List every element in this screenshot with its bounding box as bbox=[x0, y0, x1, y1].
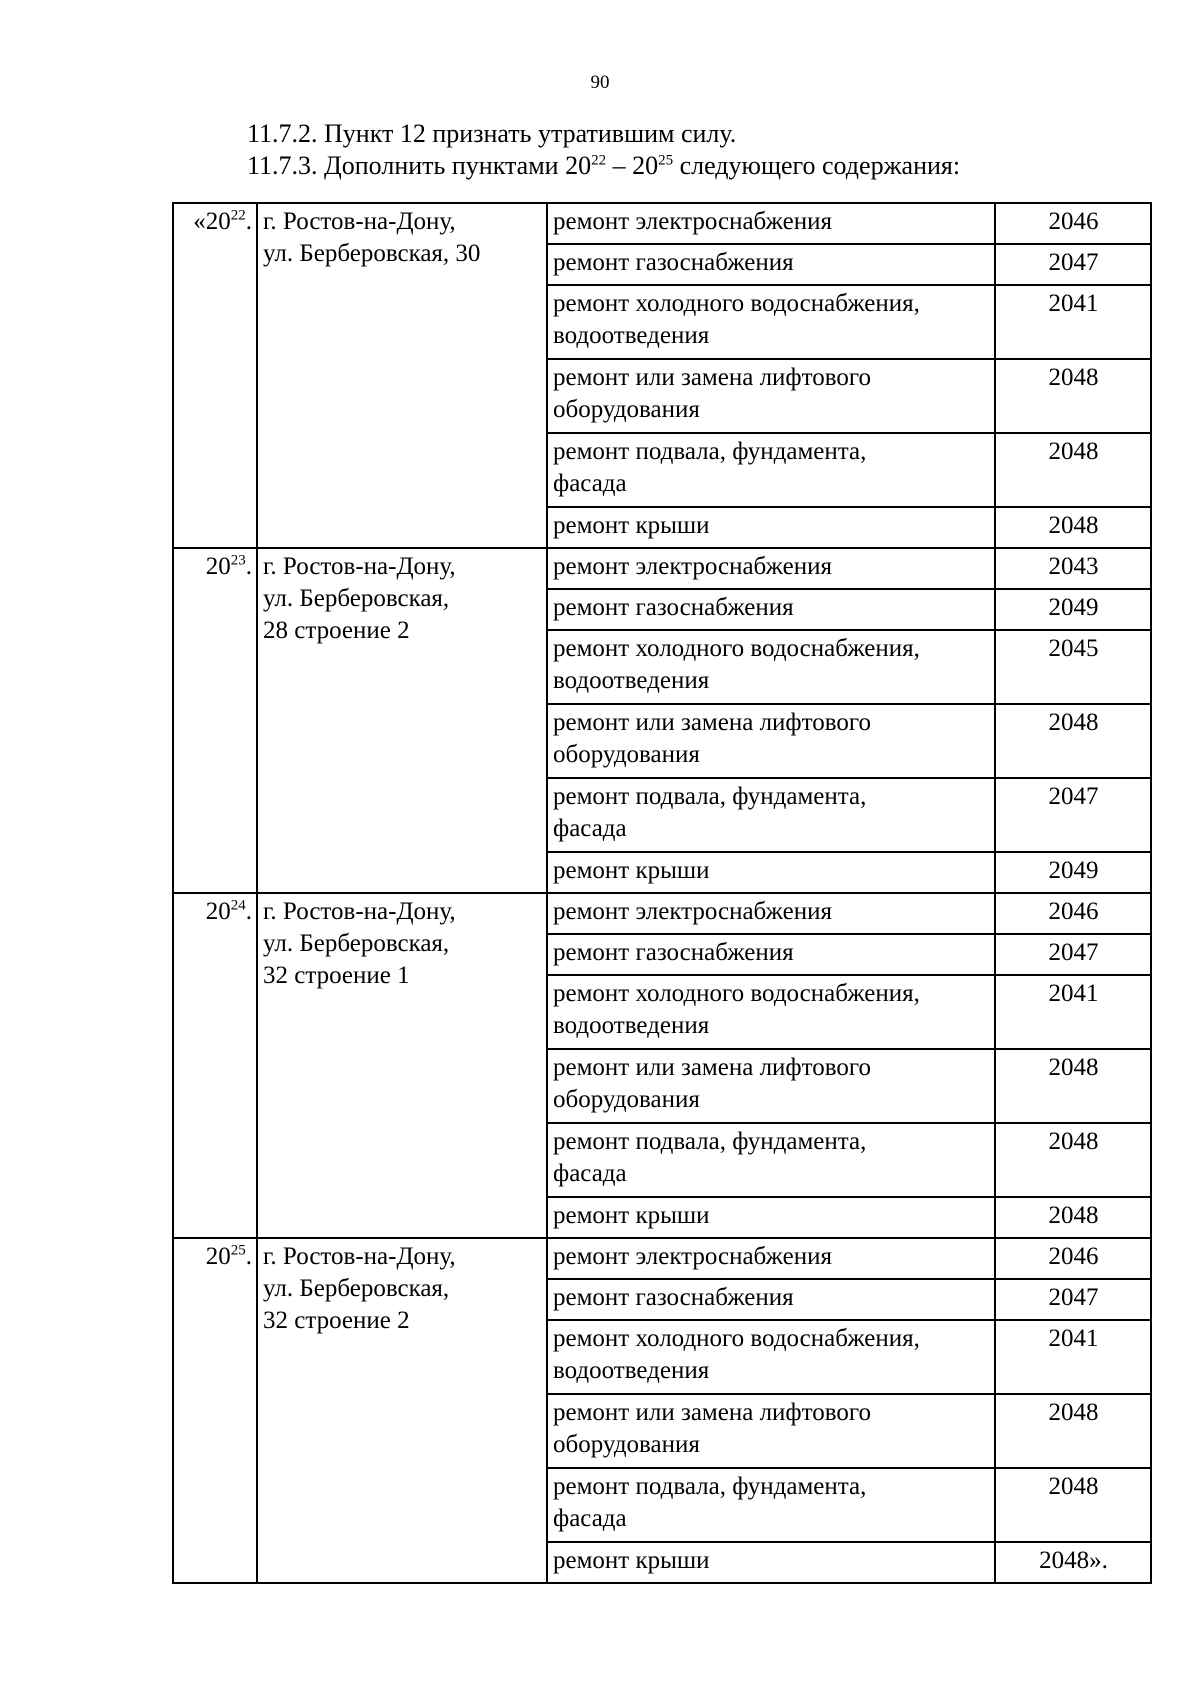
work-type-line: ремонт крыши bbox=[553, 1202, 710, 1229]
work-type-line: водоотведения bbox=[553, 667, 710, 694]
year-cell: 2047 bbox=[995, 1279, 1151, 1320]
address-cell bbox=[257, 1238, 547, 1583]
work-type-line: ремонт подвала, фундамента, bbox=[553, 438, 867, 465]
item-number-prefix: 20 bbox=[205, 553, 231, 580]
work-type-cell bbox=[547, 630, 995, 704]
work-type-line: ремонт газоснабжения bbox=[553, 939, 794, 966]
work-type-line: водоотведения bbox=[553, 322, 710, 349]
item-number bbox=[173, 1238, 257, 1583]
item-number-suffix: . bbox=[245, 1243, 252, 1270]
work-type-line: ремонт холодного водоснабжения, bbox=[553, 1325, 920, 1352]
item-number bbox=[173, 203, 257, 548]
work-type-line: оборудования bbox=[553, 1431, 700, 1458]
year-cell: 2047 bbox=[995, 778, 1151, 852]
work-type-cell bbox=[547, 704, 995, 778]
work-type-cell bbox=[547, 778, 995, 852]
year-cell: 2048 bbox=[995, 1394, 1151, 1468]
work-type-line: ремонт холодного водоснабжения, bbox=[553, 980, 920, 1007]
work-type-line: водоотведения bbox=[553, 1012, 710, 1039]
year-cell: 2048 bbox=[995, 433, 1151, 507]
item-number bbox=[173, 893, 257, 1238]
year-cell: 2048 bbox=[995, 359, 1151, 433]
work-type-line: ремонт или замена лифтового bbox=[553, 364, 871, 391]
work-type-line: фасада bbox=[553, 1160, 627, 1187]
work-type-cell bbox=[547, 852, 995, 893]
address-line: ул. Берберовская, bbox=[263, 1275, 450, 1302]
address-line: 28 строение 2 bbox=[263, 617, 410, 644]
work-type-line: ремонт крыши bbox=[553, 1547, 710, 1574]
item-number-superscript: 24 bbox=[230, 897, 246, 914]
year-cell: 2041 bbox=[995, 975, 1151, 1049]
year-cell: 2048 bbox=[995, 507, 1151, 548]
year-cell: 2047 bbox=[995, 934, 1151, 975]
year-cell: 2048 bbox=[995, 1123, 1151, 1197]
work-type-cell bbox=[547, 244, 995, 285]
year-cell: 2049 bbox=[995, 589, 1151, 630]
year-cell: 2046 bbox=[995, 893, 1151, 934]
work-type-line: ремонт электроснабжения bbox=[553, 553, 832, 580]
work-type-cell bbox=[547, 934, 995, 975]
work-type-line: ремонт газоснабжения bbox=[553, 594, 794, 621]
paragraph-text: следующего содержания: bbox=[673, 151, 961, 180]
work-type-line: оборудования bbox=[553, 741, 700, 768]
item-number-prefix: «20 bbox=[193, 208, 231, 235]
year-cell: 2048». bbox=[995, 1542, 1151, 1583]
work-type-line: ремонт или замена лифтового bbox=[553, 1054, 871, 1081]
work-type-cell bbox=[547, 1197, 995, 1238]
work-type-line: оборудования bbox=[553, 1086, 700, 1113]
item-number-prefix: 20 bbox=[205, 1243, 231, 1270]
item-number-superscript: 22 bbox=[230, 207, 246, 224]
work-type-cell bbox=[547, 893, 995, 934]
address-line: ул. Берберовская, 30 bbox=[263, 240, 481, 267]
work-type-cell bbox=[547, 1238, 995, 1279]
work-type-cell bbox=[547, 1394, 995, 1468]
table-row bbox=[173, 203, 1151, 244]
address-line: г. Ростов-на-Дону, bbox=[263, 553, 456, 580]
work-type-line: ремонт электроснабжения bbox=[553, 898, 832, 925]
work-type-cell bbox=[547, 1320, 995, 1394]
work-type-line: ремонт газоснабжения bbox=[553, 1284, 794, 1311]
item-number bbox=[173, 548, 257, 893]
work-type-line: ремонт или замена лифтового bbox=[553, 1399, 871, 1426]
year-cell: 2048 bbox=[995, 1197, 1151, 1238]
address-cell bbox=[257, 203, 547, 548]
work-type-line: ремонт электроснабжения bbox=[553, 1243, 832, 1270]
address-line: г. Ростов-на-Дону, bbox=[263, 898, 456, 925]
address-line: 32 строение 2 bbox=[263, 1307, 410, 1334]
work-type-line: ремонт электроснабжения bbox=[553, 208, 832, 235]
work-type-cell bbox=[547, 285, 995, 359]
page-number: 90 bbox=[590, 72, 610, 93]
work-type-cell bbox=[547, 433, 995, 507]
year-cell: 2046 bbox=[995, 203, 1151, 244]
year-cell: 2041 bbox=[995, 1320, 1151, 1394]
table-row bbox=[173, 1238, 1151, 1279]
work-type-cell bbox=[547, 1468, 995, 1542]
address-line: г. Ростов-на-Дону, bbox=[263, 1243, 456, 1270]
work-type-cell bbox=[547, 359, 995, 433]
work-type-line: ремонт холодного водоснабжения, bbox=[553, 290, 920, 317]
year-cell: 2049 bbox=[995, 852, 1151, 893]
table-row bbox=[173, 548, 1151, 589]
year-cell: 2045 bbox=[995, 630, 1151, 704]
repair-schedule-table bbox=[172, 202, 1152, 1584]
year-cell: 2047 bbox=[995, 244, 1151, 285]
work-type-line: ремонт холодного водоснабжения, bbox=[553, 635, 920, 662]
work-type-cell bbox=[547, 1279, 995, 1320]
work-type-cell bbox=[547, 975, 995, 1049]
paragraph-11-7-2: 11.7.2. Пункт 12 признать утратившим силу. bbox=[247, 119, 737, 148]
address-line: 32 строение 1 bbox=[263, 962, 410, 989]
item-number-suffix: . bbox=[245, 553, 252, 580]
work-type-line: ремонт или замена лифтового bbox=[553, 709, 871, 736]
paragraph-text: – 20 bbox=[606, 151, 659, 180]
item-number-suffix: . bbox=[245, 898, 252, 925]
address-cell bbox=[257, 548, 547, 893]
year-cell: 2048 bbox=[995, 1049, 1151, 1123]
item-number-superscript: 25 bbox=[230, 1242, 246, 1259]
year-cell: 2043 bbox=[995, 548, 1151, 589]
work-type-line: оборудования bbox=[553, 396, 700, 423]
table-body bbox=[173, 203, 1151, 1583]
address-line: ул. Берберовская, bbox=[263, 930, 450, 957]
work-type-cell bbox=[547, 1123, 995, 1197]
address-line: ул. Берберовская, bbox=[263, 585, 450, 612]
year-cell: 2048 bbox=[995, 704, 1151, 778]
work-type-line: ремонт подвала, фундамента, bbox=[553, 783, 867, 810]
address-line: г. Ростов-на-Дону, bbox=[263, 208, 456, 235]
paragraph-text: 11.7.3. Дополнить пунктами 20 bbox=[247, 151, 592, 180]
work-type-line: ремонт крыши bbox=[553, 857, 710, 884]
address-cell bbox=[257, 893, 547, 1238]
year-cell: 2046 bbox=[995, 1238, 1151, 1279]
work-type-line: фасада bbox=[553, 470, 627, 497]
work-type-cell bbox=[547, 548, 995, 589]
item-number-prefix: 20 bbox=[205, 898, 231, 925]
item-number-superscript: 23 bbox=[230, 552, 246, 569]
work-type-line: ремонт крыши bbox=[553, 512, 710, 539]
work-type-line: водоотведения bbox=[553, 1357, 710, 1384]
paragraph-11-7-3 bbox=[247, 150, 960, 182]
work-type-line: фасада bbox=[553, 1505, 627, 1532]
work-type-cell bbox=[547, 1049, 995, 1123]
work-type-line: ремонт газоснабжения bbox=[553, 249, 794, 276]
work-type-cell bbox=[547, 507, 995, 548]
work-type-cell bbox=[547, 589, 995, 630]
year-cell: 2048 bbox=[995, 1468, 1151, 1542]
superscript: 22 bbox=[591, 152, 607, 169]
superscript: 25 bbox=[658, 152, 674, 169]
work-type-line: фасада bbox=[553, 815, 627, 842]
work-type-cell bbox=[547, 203, 995, 244]
item-number-suffix: . bbox=[245, 208, 252, 235]
table-row bbox=[173, 893, 1151, 934]
work-type-line: ремонт подвала, фундамента, bbox=[553, 1128, 867, 1155]
work-type-line: ремонт подвала, фундамента, bbox=[553, 1473, 867, 1500]
year-cell: 2041 bbox=[995, 285, 1151, 359]
work-type-cell bbox=[547, 1542, 995, 1583]
